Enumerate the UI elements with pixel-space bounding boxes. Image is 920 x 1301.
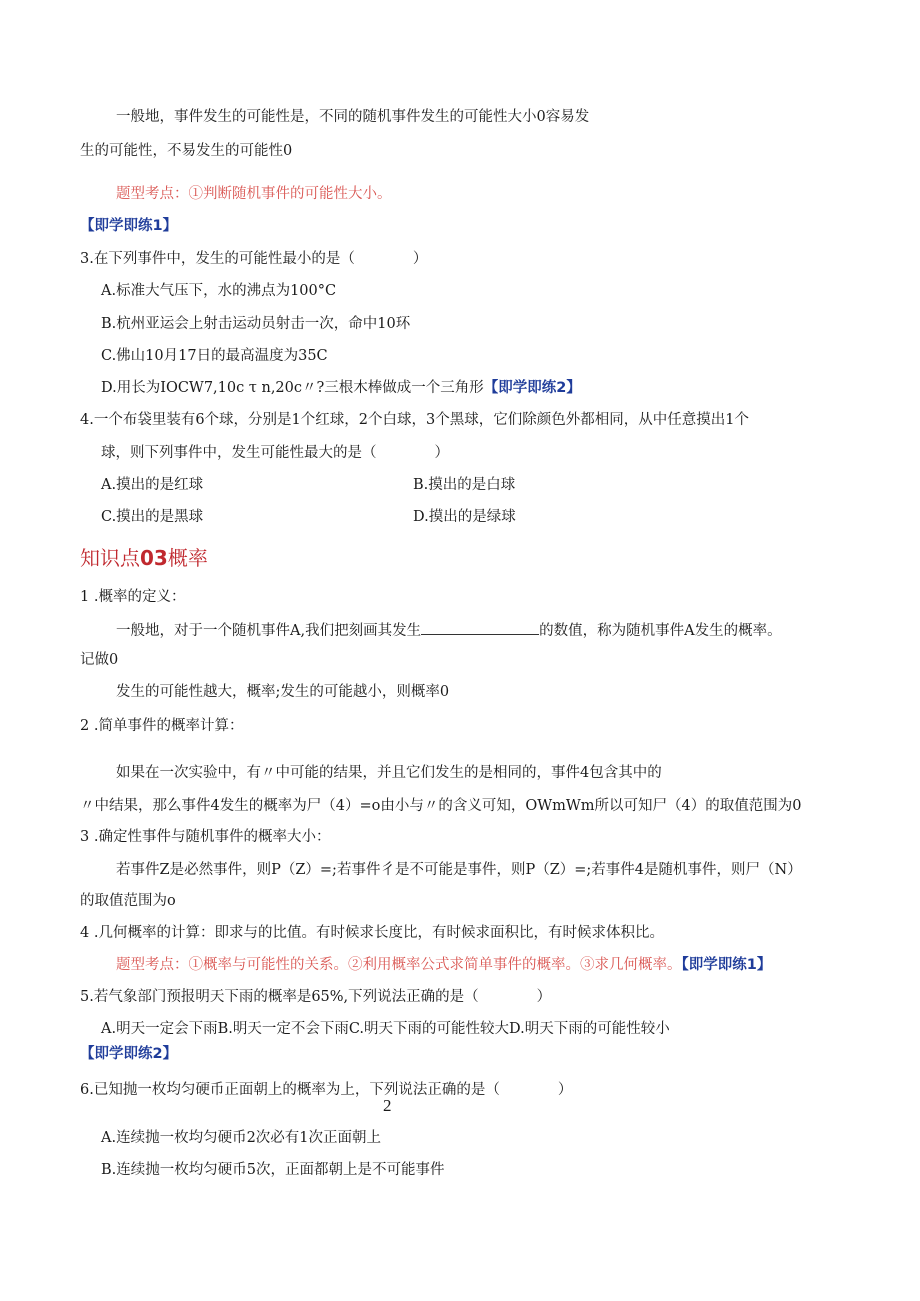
section-prefix: 知识点 xyxy=(80,546,140,570)
question-5-options: A.明天一定会下雨B.明天一定不会下雨C.明天下雨的可能性较大D.明天下雨的可能性较小 xyxy=(101,1021,670,1037)
practice-label-2: 【即学即练2】 xyxy=(483,380,581,396)
section-title xyxy=(80,545,208,571)
section-number: 03 xyxy=(140,546,168,570)
intro-line-2: 生的可能性，不易发生的可能性0 xyxy=(80,143,293,159)
point-1-line-2: 记做0 xyxy=(80,652,119,668)
practice-label-3: 【即学即练1】 xyxy=(681,957,772,973)
question-4-option-a: A.摸出的是红球 xyxy=(101,477,204,493)
point-3-line-2: 的取值范围为o xyxy=(80,893,176,909)
question-3-stem: 3.在下列事件中，发生的可能性最小的是（ ） xyxy=(80,251,428,267)
question-3-option-c: C.佛山10月17日的最高温度为35C xyxy=(101,348,328,364)
question-3-option-a: A.标准大气压下，水的沸点为100°C xyxy=(101,283,337,299)
question-4-stem-1: 4.一个布袋里装有6个球，分别是1个红球，2个白球，3个黑球，它们除颜色外都相同，从中任意摸出1个 xyxy=(80,412,749,428)
intro-line-1: 一般地，事件发生的可能性是，不同的随机事件发生的可能性大小0容易发 xyxy=(116,109,590,125)
section-name: 概率 xyxy=(167,546,208,570)
topic-hint-1: 题型考点：①判断随机事件的可能性大小。 xyxy=(116,186,392,202)
point-2-line-2: 〃中结果，那么事件4发生的概率为尸（4）=o由小与〃的含义可知，OWmWm所以可知尸（4）的取值范围为0 xyxy=(80,798,802,814)
question-3-option-d: D.用长为IOCW7,10c τ n,20c〃?三根木棒做成一个三角形 xyxy=(101,380,484,396)
point-1-line-1a: 一般地，对于一个随机事件A,我们把刻画其发生 xyxy=(116,623,422,639)
point-1-line-3: 发生的可能性越大，概率;发生的可能越小，则概率0 xyxy=(116,684,450,700)
question-6-option-b: B.连续抛一枚均匀硬币5次，正面都朝上是不可能事件 xyxy=(101,1162,445,1178)
topic-hint-2: 题型考点：①概率与可能性的关系。②利用概率公式求简单事件的概率。③求几何概率。 xyxy=(116,957,682,973)
question-6-option-a: A.连续抛一枚均匀硬币2次必有1次正面朝上 xyxy=(101,1130,382,1146)
point-3-heading: 3 .确定性事件与随机事件的概率大小： xyxy=(80,829,331,845)
fraction-denominator: 2 xyxy=(383,1096,392,1115)
question-4-stem-2: 球，则下列事件中，发生可能性最大的是（ ） xyxy=(101,445,449,461)
point-4-heading: 4 .几何概率的计算：即求与的比值。有时候求长度比，有时候求面积比，有时候求体积比。 xyxy=(80,925,664,941)
question-5-stem: 5.若气象部门预报明天下雨的概率是65%,下列说法正确的是（ ） xyxy=(80,989,552,1005)
question-6-stem: 6.已知抛一枚均匀硬币正面朝上的概率为上，下列说法正确的是（ ） xyxy=(80,1082,573,1098)
point-2-heading: 2 .简单事件的概率计算： xyxy=(80,718,244,734)
question-4-option-c: C.摸出的是黑球 xyxy=(101,509,204,525)
fill-blank xyxy=(421,620,539,635)
point-1-line-1 xyxy=(116,620,782,641)
point-3-line-1: 若事件Z是必然事件，则P（Z）=;若事件彳是不可能是事件，则P（Z）=;若事件4是随机事件，则尸（N） xyxy=(116,862,802,878)
practice-label-1: 【即学即练1】 xyxy=(80,218,178,234)
question-4-option-d: D.摸出的是绿球 xyxy=(413,509,516,525)
point-1-heading: 1 .概率的定义： xyxy=(80,589,186,605)
point-2-line-1: 如果在一次实验中，有〃中可能的结果，并且它们发生的是相同的，事件4包含其中的 xyxy=(116,765,662,781)
topic-hint-2-row xyxy=(116,955,771,975)
question-4-option-b: B.摸出的是白球 xyxy=(413,477,516,493)
question-3-option-b: B.杭州亚运会上射击运动员射击一次，命中10环 xyxy=(101,316,411,332)
point-1-line-1b: 的数值，称为随机事件A发生的概率。 xyxy=(539,623,782,639)
practice-label-4: 【即学即练2】 xyxy=(80,1046,178,1062)
question-3-option-d-row xyxy=(101,378,581,398)
